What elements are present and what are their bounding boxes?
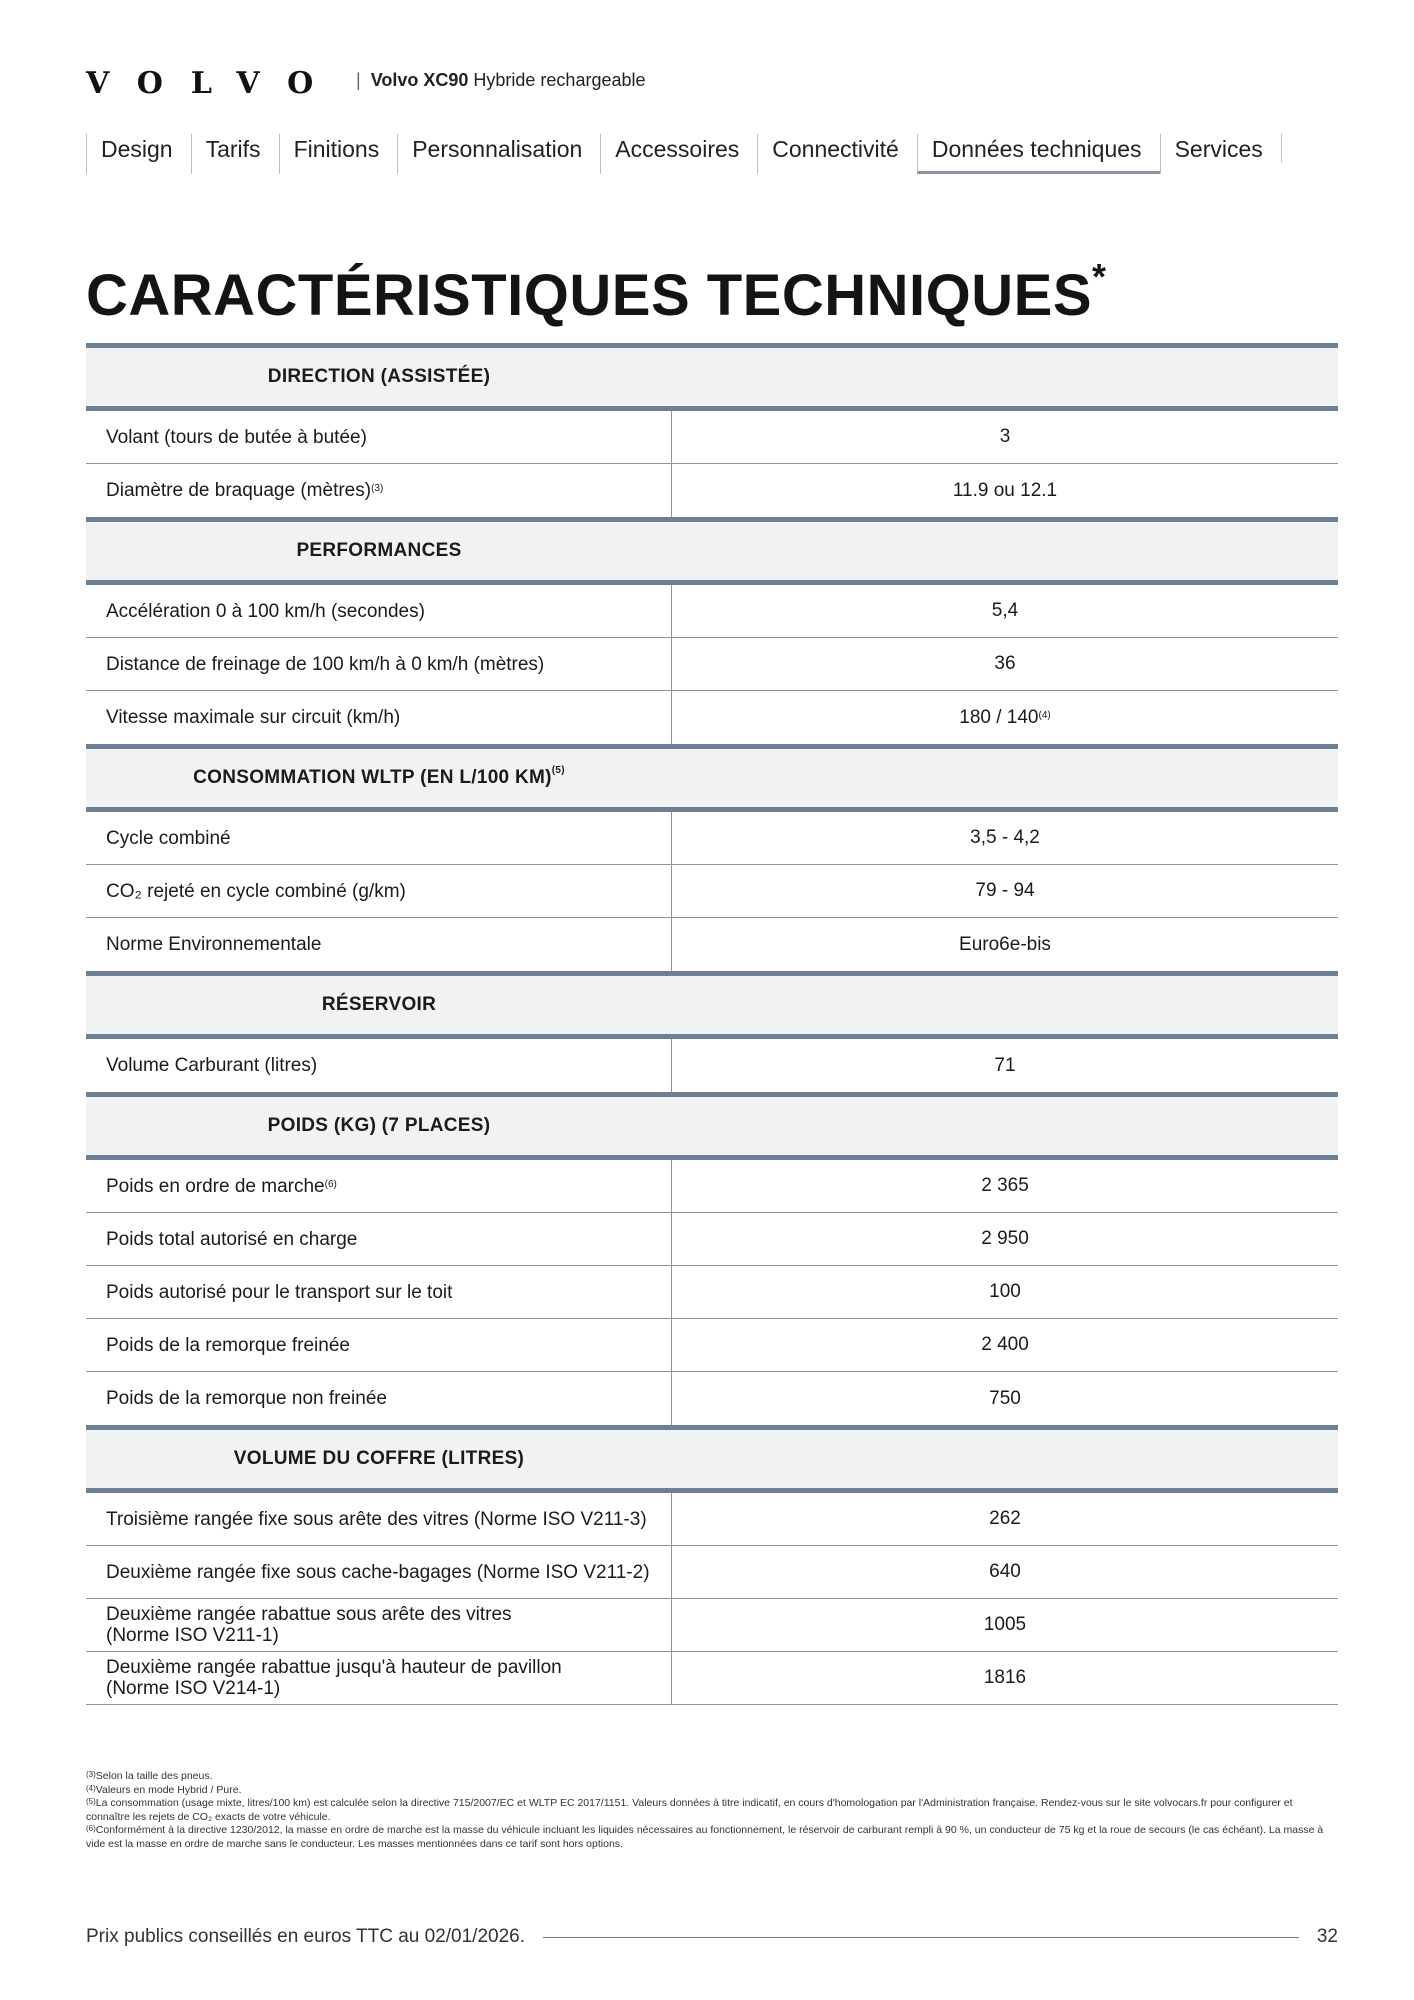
spec-label: Poids total autorisé en charge: [86, 1213, 672, 1265]
spec-value: 750: [989, 1387, 1021, 1409]
spec-value: 2 365: [981, 1175, 1029, 1196]
tab-accessoires[interactable]: Accessoires: [600, 134, 757, 174]
footnote-mark: (5): [86, 1797, 96, 1806]
section-title: VOLUME DU COFFRE (LITRES): [233, 1448, 525, 1469]
table-row: [86, 585, 1338, 638]
footer-divider: [543, 1937, 1299, 1938]
spec-label: Volume Carburant (litres): [86, 1039, 672, 1092]
spec-value: 100: [989, 1281, 1021, 1302]
spec-section: [86, 1425, 1338, 1705]
tab-services[interactable]: Services: [1160, 134, 1281, 174]
footnote-mark: (3): [86, 1770, 96, 1779]
spec-label: Cycle combiné: [86, 812, 672, 864]
section-header: [86, 517, 1338, 585]
model-title: | Volvo XC90 Hybride rechargeable: [356, 70, 646, 90]
section-title: PERFORMANCES: [296, 540, 462, 561]
tab-connectivit-[interactable]: Connectivité: [757, 134, 917, 174]
spec-label: Distance de freinage de 100 km/h à 0 km/h (mètres): [86, 638, 672, 690]
spec-value: 11.9 ou 12.1: [952, 479, 1058, 501]
spec-section: [86, 744, 1338, 971]
title-text: CARACTÉRISTIQUES TECHNIQUES: [86, 263, 1093, 328]
section-header: [86, 744, 1338, 812]
table-row: [86, 812, 1338, 865]
table-row: [86, 691, 1338, 744]
nav-divider: [1281, 134, 1282, 162]
spec-value: 262: [989, 1508, 1021, 1529]
footnote: $^{(6)}$Conformément à la directive 1230/2012, la masse en ordre de marche est la masse du véhicule incluant les liquides nécessaires au fonctionnement, le réservoir de carburant rempli à 90 %, un conducteur de 75 kg et la roue de secours (le cas échéant). La masse à vide est la masse en ordre de marche sans le conducteur. Les masses mentionnées dans ce tarif sont hors options.: [86, 1824, 1324, 1850]
spec-label: Poids de la remorque freinée: [86, 1319, 672, 1371]
table-row: [86, 1372, 1338, 1425]
footnotes: [86, 1770, 1336, 1851]
table-row: [86, 1213, 1338, 1266]
spec-label: Volant (tours de butée à butée): [86, 411, 672, 463]
section-title: RÉSERVOIR: [321, 994, 437, 1015]
footnote-ref: (5): [551, 765, 565, 776]
volvo-logo: VOLVO: [86, 66, 342, 101]
spec-value: 79 - 94: [975, 880, 1035, 901]
table-row: [86, 1266, 1338, 1319]
tab-donn-es-techniques[interactable]: Données techniques: [917, 134, 1160, 174]
spec-value: 5,4: [991, 600, 1019, 621]
nav-tabs: [86, 134, 1282, 174]
title-mark: *: [1092, 256, 1107, 297]
spec-label: Deuxième rangée fixe sous cache-bagages (Norme ISO V211-2): [86, 1546, 672, 1598]
spec-value: 640: [989, 1561, 1021, 1582]
spec-section: [86, 517, 1338, 744]
spec-value: 1005: [983, 1614, 1027, 1635]
table-row: [86, 1160, 1338, 1213]
page-number: 32: [1316, 1926, 1338, 1947]
spec-value: 36: [994, 653, 1016, 674]
footer: [86, 1926, 1338, 1948]
footnote-mark: (6): [86, 1824, 96, 1833]
spec-value: 2 400: [981, 1334, 1029, 1355]
section-title: DIRECTION (ASSISTÉE): [267, 366, 491, 387]
spec-label: Diamètre de braquage (mètres)$^{(3)}$: [86, 464, 672, 517]
footnote-ref: (6): [324, 1178, 337, 1190]
section-header: [86, 1425, 1338, 1493]
spec-value: 2 950: [981, 1228, 1029, 1249]
spec-label: Poids autorisé pour le transport sur le toit: [86, 1266, 672, 1318]
tab-finitions[interactable]: Finitions: [279, 134, 398, 174]
spec-label: Deuxième rangée rabattue jusqu'à hauteur de pavillon (Norme ISO V214-1): [86, 1652, 672, 1704]
section-header: [86, 343, 1338, 411]
table-row: [86, 1039, 1338, 1092]
table-row: [86, 638, 1338, 691]
footnote-mark: (4): [86, 1783, 96, 1793]
spec-value: 3: [999, 426, 1011, 447]
section-header: [86, 1092, 1338, 1160]
specs-table: [86, 343, 1338, 1705]
footnote: $^{(4)}$Valeurs en mode Hybrid / Pure.: [86, 1783, 242, 1796]
tab-tarifs[interactable]: Tarifs: [191, 134, 279, 174]
table-row: [86, 411, 1338, 464]
spec-value: 180 / 140 $^{(4)}$: [959, 706, 1051, 728]
spec-value: 71: [994, 1054, 1016, 1076]
spec-value: 1816: [983, 1667, 1027, 1688]
footnote-ref: (3): [371, 483, 384, 494]
tab-design[interactable]: Design: [86, 134, 191, 174]
spec-value: 3,5 - 4,2: [970, 827, 1040, 848]
spec-label: Norme Environnementale: [86, 918, 672, 971]
table-row: [86, 865, 1338, 918]
spec-label: Vitesse maximale sur circuit (km/h): [86, 691, 672, 744]
footer-text: Prix publics conseillés en euros TTC au 02/01/2026.: [86, 1926, 526, 1947]
table-row: [86, 464, 1338, 517]
spec-section: [86, 971, 1338, 1092]
spec-label: Poids en ordre de marche$^{(6)}$: [86, 1160, 672, 1212]
footnote: $^{(3)}$Selon la taille des pneus.: [86, 1770, 213, 1782]
spec-label: Troisième rangée fixe sous arête des vitres (Norme ISO V211-3): [86, 1493, 672, 1545]
spec-label: CO₂ rejeté en cycle combiné (g/km): [86, 865, 672, 917]
section-header: [86, 971, 1338, 1039]
tab-personnalisation[interactable]: Personnalisation: [397, 134, 600, 174]
table-row: [86, 1599, 1338, 1652]
spec-label: Accélération 0 à 100 km/h (secondes): [86, 585, 672, 637]
table-row: [86, 1546, 1338, 1599]
spec-section: [86, 343, 1338, 517]
section-title: POIDS (KG) (7 PLACES): [267, 1115, 491, 1136]
table-row: [86, 1493, 1338, 1546]
table-row: [86, 1652, 1338, 1705]
spec-label: Deuxième rangée rabattue sous arête des vitres (Norme ISO V211-1): [86, 1599, 672, 1651]
table-row: [86, 1319, 1338, 1372]
spec-label: Poids de la remorque non freinée: [86, 1372, 672, 1425]
model-variant: Hybride rechargeable: [473, 70, 646, 90]
footnote: $^{(5)}$La consommation (usage mixte, litres/100 km) est calculée selon la directive 715/2007/EC et WLTP EC 2017/1151. Valeurs données à titre indicatif, en cours d'homologation par l'Administration française. Rendez-vous sur le site volvocars.fr pour configurer et connaître les rejets de CO₂ exacts de votre véhicule.: [86, 1797, 1293, 1823]
page-title: [86, 256, 1107, 329]
footnote-ref: (4): [1038, 710, 1051, 721]
spec-value: Euro6e-bis: [959, 933, 1051, 955]
table-row: [86, 918, 1338, 971]
section-title: CONSOMMATION WLTP (EN L/100 KM)$^{(5)}$: [193, 765, 565, 788]
spec-section: [86, 1092, 1338, 1425]
model-name: Volvo XC90: [370, 70, 469, 90]
